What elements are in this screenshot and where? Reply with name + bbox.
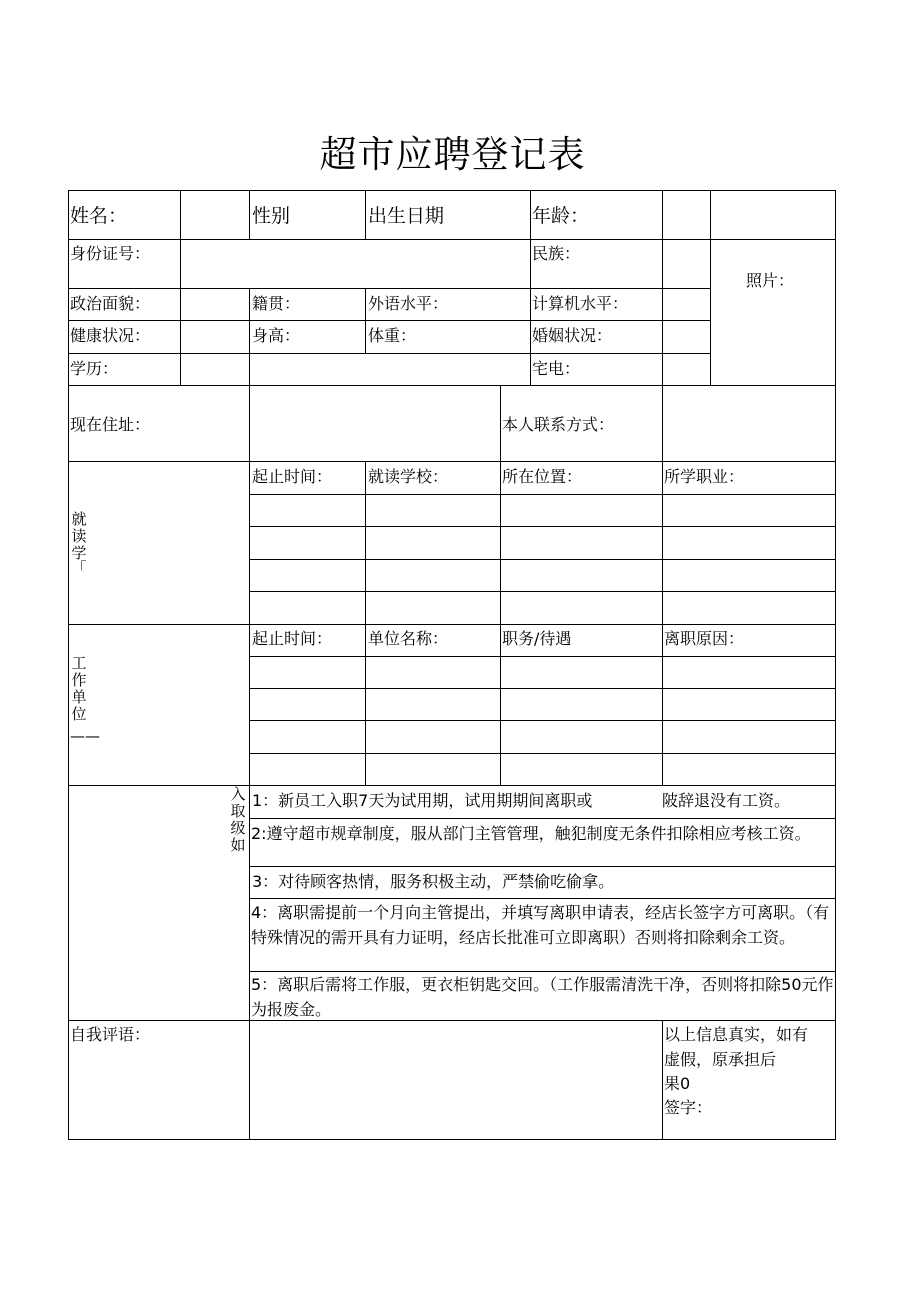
height-label: 身高： <box>252 326 301 345</box>
rule-5: 5：离职后需将工作服，更衣柜钥匙交回。（工作服需清洗干净，否则将扣除50元作为报废金。 <box>251 975 834 1019</box>
education-header-school: 就读学校： <box>368 467 449 486</box>
education-level-label: 学历： <box>70 359 119 378</box>
native-place-label: 籍贯： <box>252 294 301 313</box>
page-title: 超市应聘登记表 <box>319 133 586 176</box>
name-label: 姓名： <box>70 205 128 227</box>
political-status-label: 政治面貌： <box>70 294 151 313</box>
id-number-field[interactable] <box>181 240 530 288</box>
birth-date-label: 出生日期 <box>368 205 445 227</box>
declaration-line-1: 以上信息真实，如有 <box>664 1025 809 1044</box>
declaration-line-3: 果0 <box>664 1074 691 1093</box>
id-number-label: 身份证号： <box>70 244 151 263</box>
rule-1-part-a: 1：新员工入职7天为试用期，试用期期间离职或 <box>252 791 593 810</box>
photo-label: 照片： <box>746 271 795 290</box>
ethnicity-field[interactable] <box>663 240 710 288</box>
name-field[interactable] <box>181 191 249 239</box>
work-side-label: 工作单位 <box>71 654 87 723</box>
health-status-label: 健康状况： <box>70 326 151 345</box>
marital-status-label: 婚姻状况： <box>532 326 613 345</box>
contact-label: 本人联系方式： <box>502 415 615 434</box>
rule-1-part-b: 陂辞退没有工资。 <box>662 791 791 810</box>
signature-label: 签字： <box>664 1098 713 1117</box>
rule-4: 4：离职需提前一个月向主管提出，并填写离职申请表，经店长签字方可离职。（有特殊情况的需开具有力证明，经店长批准可立即离职）否则将扣除剩余工资。 <box>251 903 830 947</box>
language-level-label: 外语水平： <box>368 294 449 313</box>
contact-field[interactable] <box>663 386 835 461</box>
education-header-period: 起止时间： <box>252 467 333 486</box>
education-header-location: 所在位置： <box>502 467 583 486</box>
work-header-reason: 离职原因： <box>664 629 745 648</box>
signature-field[interactable] <box>710 1096 834 1136</box>
rule-2: 2:遵守超市规章制度，服从部门主管管理，触犯制度无条件扣除相应考核工资。 <box>251 824 811 843</box>
education-header-major: 所学职业： <box>664 467 745 486</box>
weight-label: 体重： <box>368 326 417 345</box>
work-side-mark: —— <box>70 727 100 745</box>
computer-level-label: 计算机水平： <box>532 294 629 313</box>
education-side-mark: 「 <box>71 559 87 577</box>
rule-3: 3：对待顾客热情，服务积极主动，严禁偷吃偷拿。 <box>252 872 615 891</box>
work-header-period: 起止时间： <box>252 629 333 648</box>
age-label: 年龄： <box>532 205 590 227</box>
work-header-position: 职务/待遇 <box>502 629 572 648</box>
ethnicity-label: 民族： <box>532 244 581 263</box>
age-field[interactable] <box>663 191 710 239</box>
self-evaluation-field[interactable] <box>250 1021 662 1139</box>
self-evaluation-label: 自我评语： <box>70 1025 151 1044</box>
address-label: 现在住址： <box>70 415 151 434</box>
rules-side-label: 入取级如 <box>230 785 246 854</box>
gender-label: 性别 <box>252 205 291 227</box>
address-field[interactable] <box>250 386 500 461</box>
declaration-line-2: 虚假，原承担后 <box>664 1050 777 1069</box>
education-side-label: 就读学 <box>71 510 87 562</box>
photo-area[interactable] <box>711 240 835 385</box>
home-phone-label: 宅电： <box>532 359 581 378</box>
work-header-company: 单位名称： <box>368 629 449 648</box>
